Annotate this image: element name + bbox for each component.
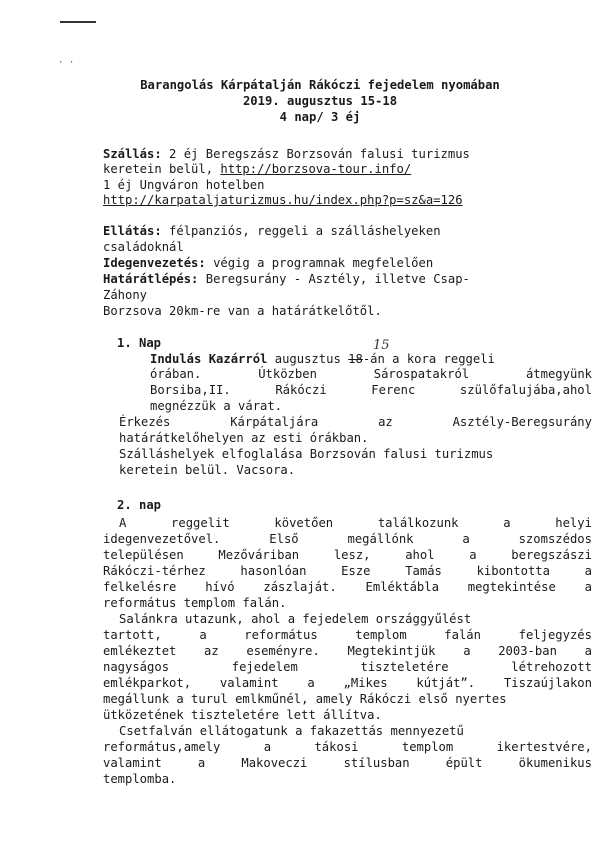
day2-line [103,756,592,771]
guide-line [103,256,433,271]
day2-word: Első [269,532,299,546]
day2-word: emlékparkot, [103,676,192,690]
day2-word: emlékeztet [103,644,177,658]
day2-word: Makoveczi [241,756,308,770]
day1-line: Szálláshelyek elfoglalása Borzsován falusi turizmus [119,447,494,461]
day2-heading: 2. nap [117,498,162,512]
day2-word: reggelit [171,516,230,530]
day2-word: a [584,580,592,594]
day2-word: találkozunk [377,516,459,530]
day2-word: ikertestvére, [496,740,592,754]
day2-line [103,660,592,675]
day1-departure-line [150,352,495,367]
border-text: Beregsurány - Asztély, illetve Csap- [198,272,470,286]
day2-word: ökumenikus [518,756,592,770]
day2-word: nagyságos [103,660,170,674]
day2-word: zászlaját. [263,580,337,594]
day2-word: kútját”. [416,676,476,690]
day2-word: Esze [341,564,371,578]
day2-word: a [463,644,471,658]
day2-word: valamint [219,676,279,690]
day2-word: a [584,644,592,658]
day2-word: megállónk [347,532,414,546]
border-label: Határátlépés: [103,272,199,286]
day2-word: ahol [405,548,435,562]
day2-line: Salánkra utazunk, ahol a fejedelem országgyűlést [119,612,472,626]
day2-word: településen [103,548,184,562]
borzsova-link[interactable]: http://borzsova-tour.info/ [220,162,412,176]
karpataljaturizmus-link[interactable]: http://karpataljaturizmus.hu/index.php?p=sz&a=126 [103,193,463,207]
accommodation-label: Szállás: [103,147,162,161]
day1-word: szülőfalujába,ahol [459,383,592,397]
departure-text-2: -án a kora reggeli [362,352,495,366]
day2-word: követően [274,516,334,530]
departure-label: Indulás Kazárról [150,352,268,366]
border-line-2: Záhony [103,288,148,302]
day2-word: 2003-ban [498,644,557,658]
day2-word: kibontotta [476,564,550,578]
day2-word: az [204,644,219,658]
accommodation-line-1 [103,147,470,162]
day2-word: református,amely [103,740,221,754]
handwritten-correction: 15 [373,338,390,353]
day2-line: református templom falán. [103,596,287,610]
day2-line [119,516,592,531]
day1-word: Sárospatakról [373,367,470,381]
day2-line [103,740,592,755]
struck-date: 18 [348,352,363,366]
day2-word: a [469,548,477,562]
departure-text: augusztus [267,352,349,366]
day2-line [103,628,592,643]
day2-word: Megtekintjük [347,644,436,658]
day2-word: Tiszaújlakon [503,676,592,690]
day2-word: a [307,676,315,690]
day2-word: a [197,756,206,770]
guide-text: végig a programnak megfelelően [205,256,434,270]
day2-line: templomba. [103,772,177,786]
day2-word: épült [445,756,483,770]
day1-word: Érkezés [119,415,171,429]
day2-word: eseményre. [246,644,320,658]
day2-word: a [503,516,511,530]
day2-word: a [263,740,272,754]
day2-word: Mezőváriban [218,548,300,562]
day1-line [150,367,592,382]
day2-word: feljegyzés [518,628,592,642]
day2-line: ütközetének tiszteletére lett állítva. [103,708,382,722]
day1-line [119,415,592,430]
scan-mark-dots: · · [58,58,75,68]
accommodation-line-3: 1 éj Ungváron hotelben [103,178,265,192]
day1-word: átmegyünk [525,367,592,381]
day2-word: „Mikes [343,676,388,690]
doc-duration: 4 nap/ 3 éj [279,110,361,124]
doc-dates: 2019. augusztus 15-18 [242,94,398,108]
day2-line: Csetfalván ellátogatunk a fakazettás mennyezetű [119,724,464,738]
day2-word: valamint [103,756,162,770]
day1-word: Rákóczi [275,383,327,397]
day2-word: hívó [205,580,235,594]
day2-word: fejedelem [231,660,298,674]
day2-word: felkelésre [103,580,177,594]
day1-line [150,383,592,398]
day1-word: az [378,415,393,429]
day1-word: Asztély-Beregsurány [452,415,592,429]
day2-word: Emléktábla [365,580,439,594]
day2-word: Tamás [405,564,442,578]
day2-word: a [199,628,207,642]
day2-word: lesz, [333,548,371,562]
day2-word: stílusban [343,756,410,770]
day2-line [103,532,592,547]
day2-line [103,676,592,691]
day1-word: Ferenc [371,383,416,397]
day2-word: hasonlóan [240,564,307,578]
day2-word: tiszteletére [360,660,449,674]
day1-word: Borsiba,II. [150,383,231,397]
day2-word: idegenvezetővel. [103,532,221,546]
day1-heading: 1. Nap [117,336,162,350]
scan-mark-line [60,21,96,23]
day1-line: határátkelőhelyen az esti órákban. [119,431,369,445]
day1-word: Kárpátaljára [230,415,319,429]
day2-word: helyi [555,516,592,530]
day2-line [103,644,592,659]
meals-text: félpanziós, reggeli a szálláshelyeken [161,224,441,238]
guide-label: Idegenvezetés: [103,256,206,270]
day1-word: Útközben [258,367,317,381]
accommodation-text: 2 éj Beregszász Borzsován falusi turizmus [161,147,470,161]
meals-label: Ellátás: [103,224,162,238]
day1-line: keretein belül. Vacsora. [119,463,296,477]
border-line-1 [103,272,470,287]
day2-word: tákosi [314,740,359,754]
day2-word: templom [355,628,407,642]
day2-line [103,564,592,579]
day2-line [103,548,592,563]
day2-line: megállunk a turul emlkműnél, amely Rákóczi első nyertes [103,692,507,706]
day2-word: megtekintése [467,580,556,594]
day2-word: szomszédos [518,532,592,546]
day2-word: református [244,628,318,642]
meals-line-2: családoknál [103,240,184,254]
day2-word: létrehozott [511,660,592,674]
day2-word: beregszászi [511,548,592,562]
day2-word: A [119,516,127,530]
day2-word: a [462,532,470,546]
doc-title: Barangolás Kárpátalján Rákóczi fejedelem nyomában [140,78,500,92]
day2-word: falán [444,628,481,642]
accommodation-text-2: keretein belül, [103,162,221,176]
day2-line [103,580,592,595]
border-line-3: Borzsova 20km-re van a határátkelőtől. [103,304,382,318]
day2-word: Rákóczi-térhez [103,564,206,578]
day1-word: órában. [150,367,202,381]
day2-word: tartott, [103,628,162,642]
meals-line-1 [103,224,441,239]
day2-word: a [584,564,592,578]
day1-line: megnézzük a várat. [150,399,283,413]
day2-word: templom [401,740,454,754]
accommodation-line-2 [103,162,411,177]
